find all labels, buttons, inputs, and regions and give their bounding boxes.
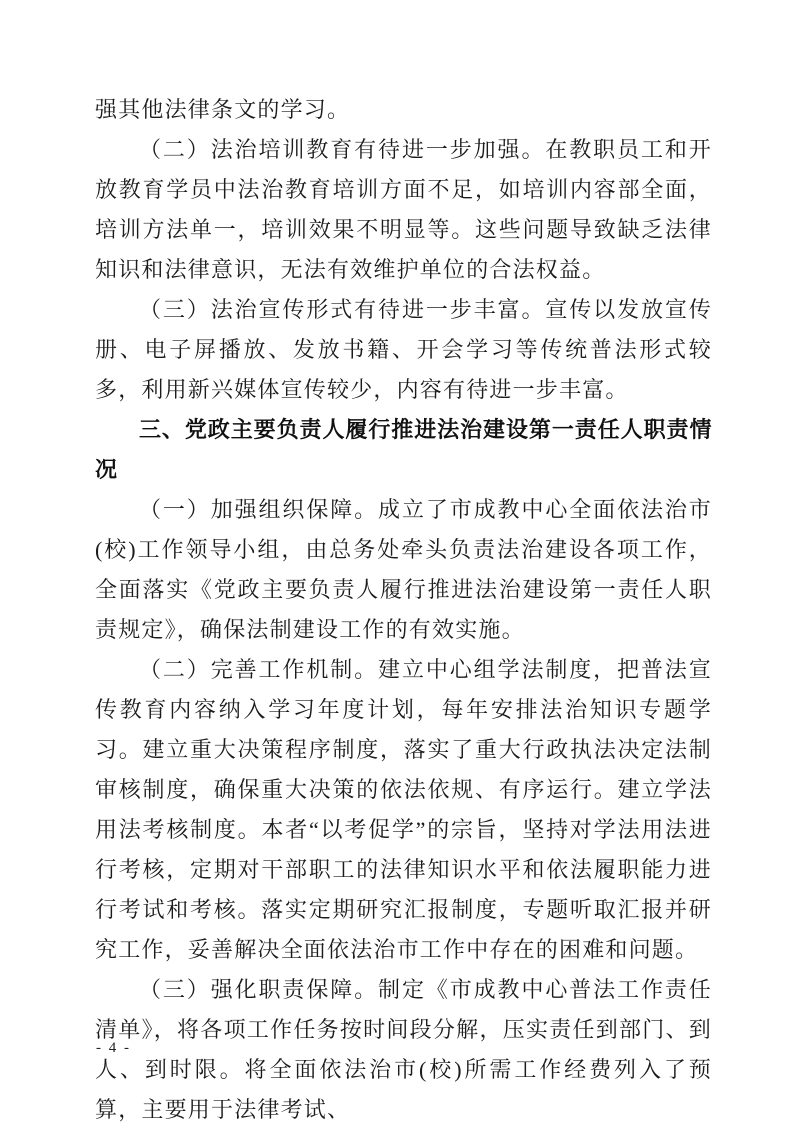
paragraph-problem-2: （二）法治培训教育有待进一步加强。在教职员工和开放教育学员中法治教育培训方面不足，如培训内容部全面，培训方法单一，培训效果不明显等。这些问题导致缺乏法律知识和法律意识，无法有效维护单位的合法权益。 [95,137,712,282]
page-number: - 4 - [96,1040,131,1056]
document-body [95,90,712,1130]
section-heading: 三、党政主要负责人履行推进法治建设第一责任人职责情况 [95,417,712,482]
paragraph-continuation: 强其他法律条文的学习。 [95,97,351,122]
paragraph-duty-1: （一）加强组织保障。成立了市成教中心全面依法治市(校)工作领导小组，由总务处牵头负责法治建设各项工作，全面落实《党政主要负责人履行推进法治建设第一责任人职责规定》，确保法制建设工作的有效实施。 [95,497,712,642]
paragraph-duty-2: （二）完善工作机制。建立中心组学法制度，把普法宣传教育内容纳入学习年度计划，每年安排法治知识专题学习。建立重大决策程序制度，落实了重大行政执法决定法制审核制度，确保重大决策的依法依规、有序运行。建立学法用法考核制度。本者“以考促学”的宗旨，坚持对学法用法进行考核，定期对干部职工的法律知识水平和依法履职能力进行考试和考核。落实定期研究汇报制度，专题听取汇报并研究工作，妥善解决全面依法治市工作中存在的困难和问题。 [95,657,712,962]
paragraph-problem-3: （三）法治宣传形式有待进一步丰富。宣传以发放宣传册、电子屏播放、发放书籍、开会学习等传统普法形式较多，利用新兴媒体宣传较少，内容有待进一步丰富。 [95,297,712,402]
paragraph-duty-3: （三）强化职责保障。制定《市成教中心普法工作责任清单》，将各项工作任务按时间段分解，压实责任到部门、到人、到时限。将全面依法治市(校)所需工作经费列入了预算，主要用于法律考试、 [95,977,712,1122]
